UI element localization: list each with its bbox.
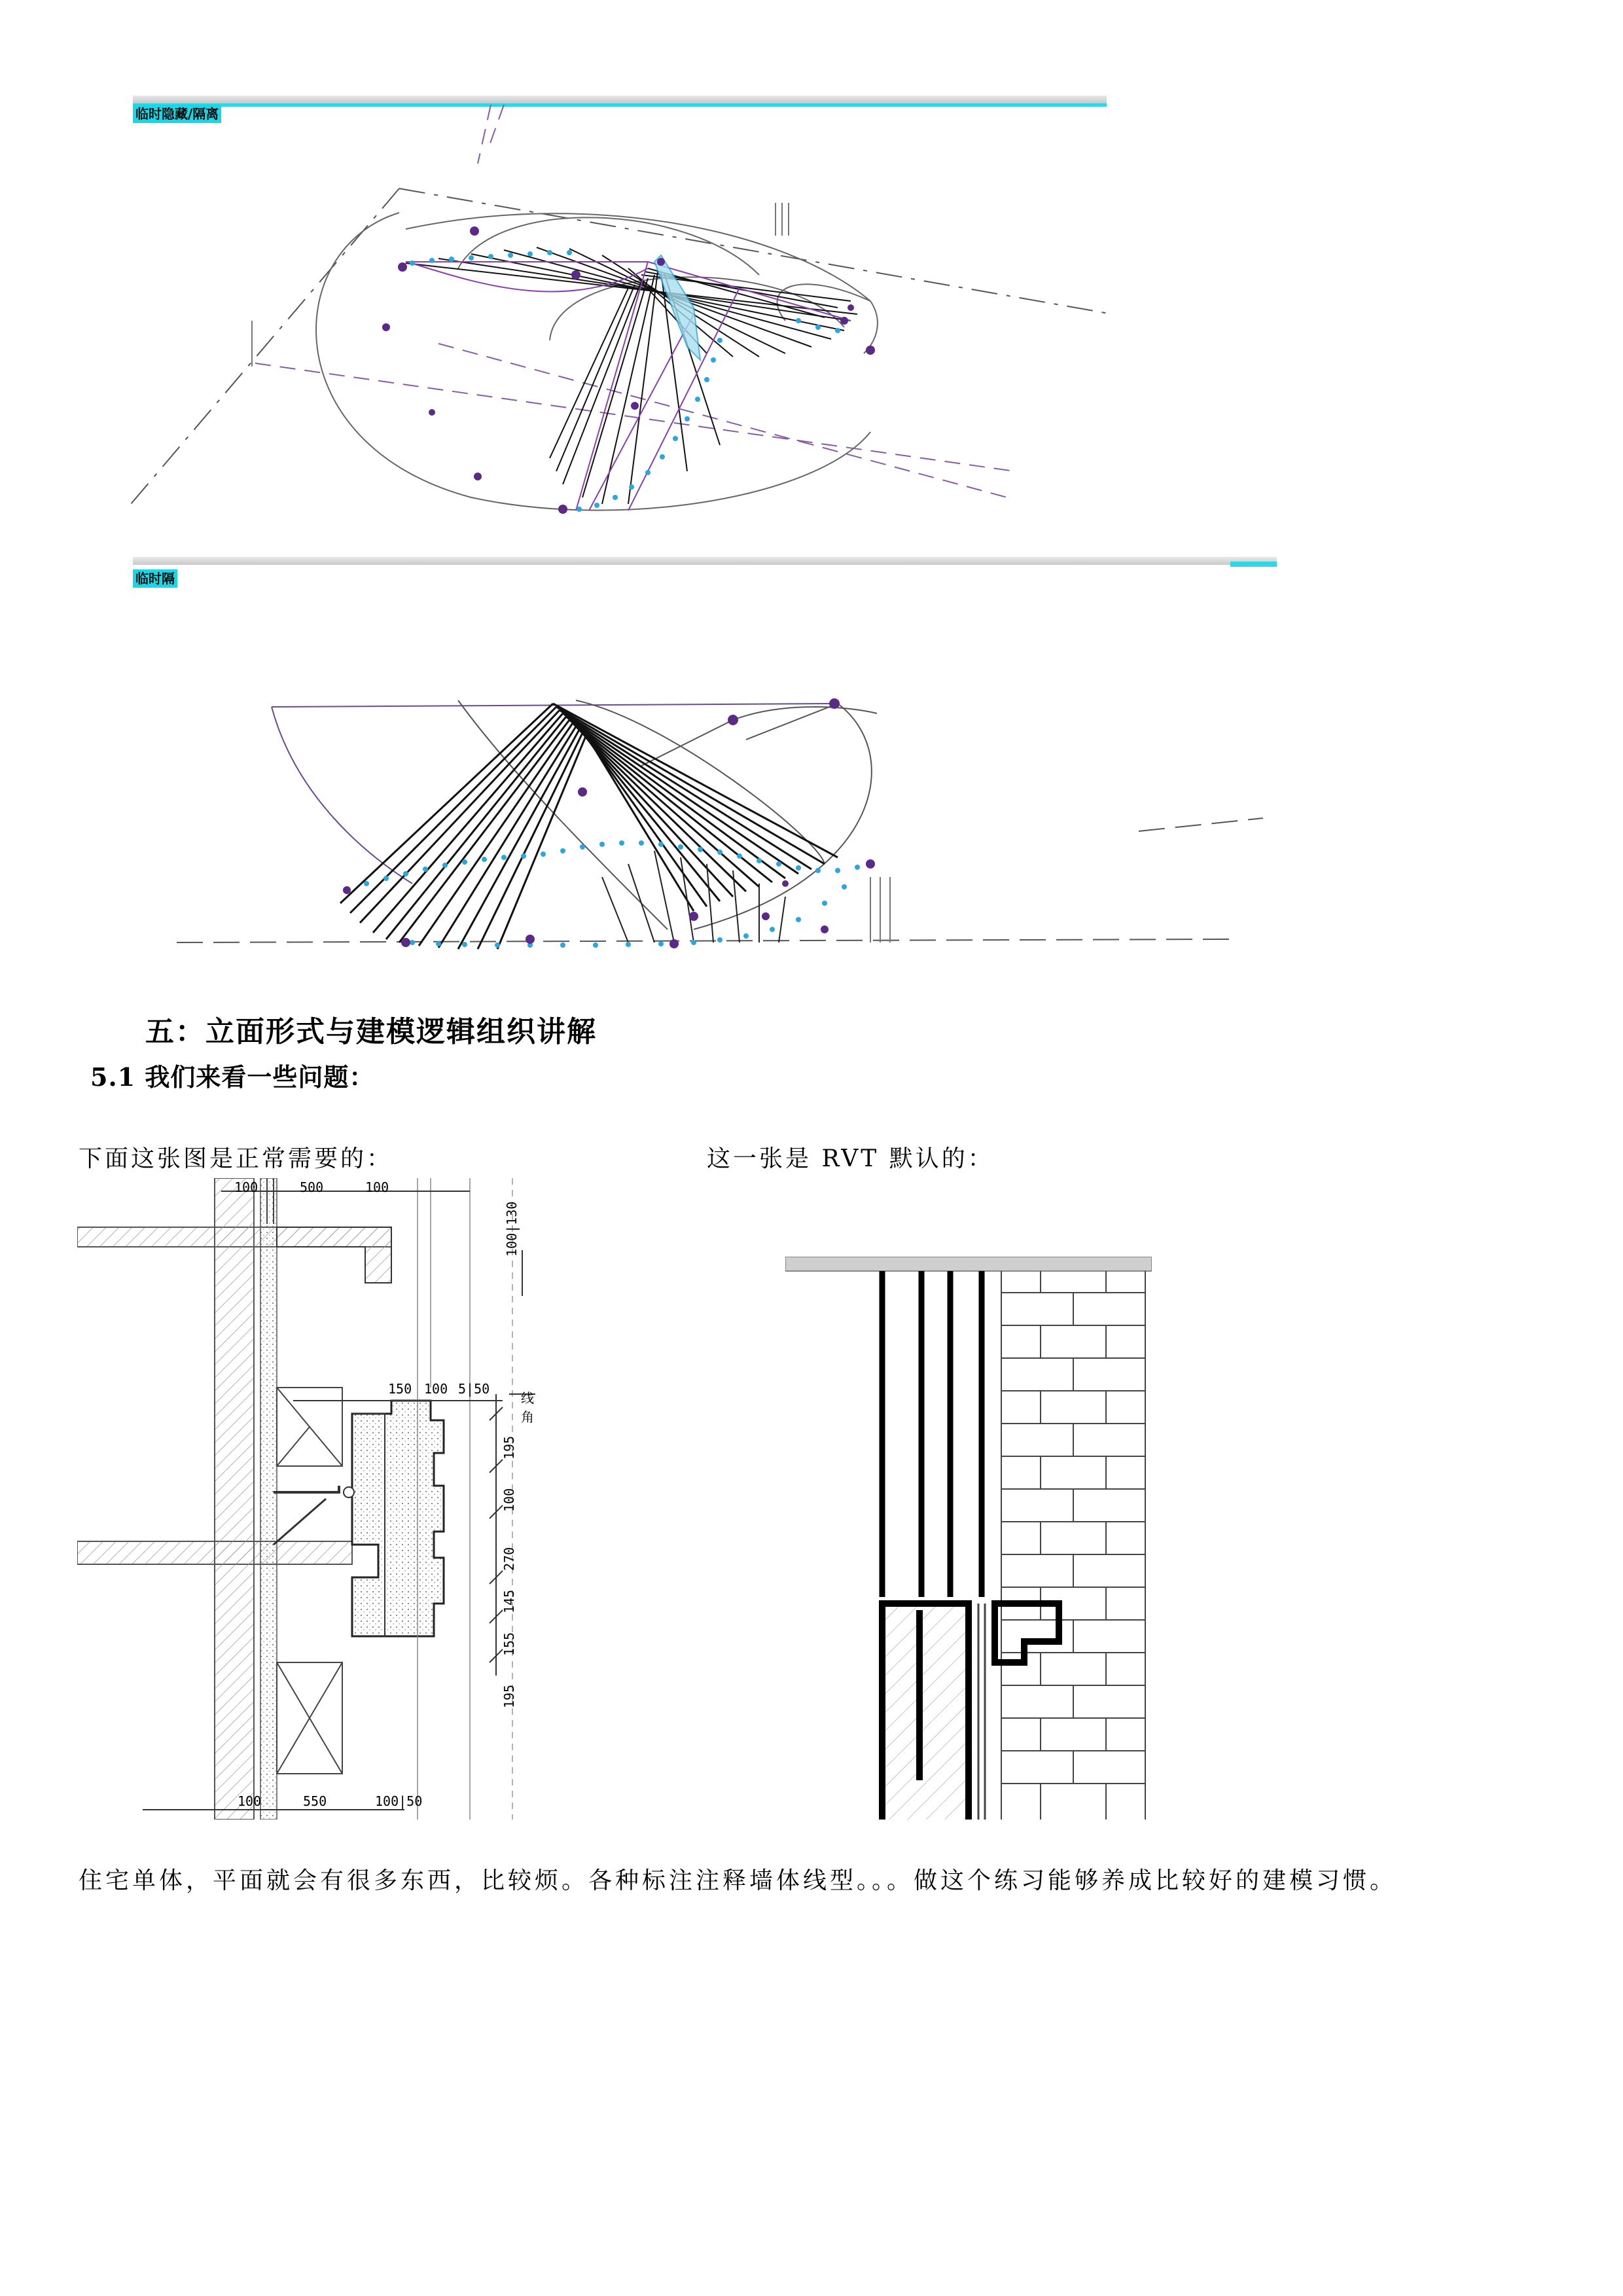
dim-label: 100 — [424, 1381, 448, 1397]
detail-drawing-required — [77, 1178, 542, 1820]
dim-label: 270 — [501, 1547, 517, 1571]
dim-label: 100 — [234, 1179, 259, 1195]
figure1-toolbar — [133, 96, 1107, 103]
figure1-drawing — [131, 105, 1113, 550]
caption-right: 这一张是 RVT 默认的： — [707, 1145, 994, 1172]
figure2-cyan-line — [1230, 562, 1277, 567]
figure2-toolbar — [133, 557, 1277, 565]
dim-label: 500 — [300, 1179, 324, 1195]
dim-label: 145 — [501, 1589, 517, 1613]
section-subheading: 5.1 我们来看一些问题： — [90, 1062, 375, 1092]
dim-label: 100 — [238, 1793, 262, 1809]
dim-label: 100|50 — [375, 1793, 423, 1809]
dim-label: 100|130 — [504, 1201, 520, 1257]
section-heading: 五：立面形式与建模逻辑组织讲解 — [145, 1015, 597, 1049]
dim-label: 5|50 — [458, 1381, 490, 1397]
dim-label: 195 — [501, 1684, 517, 1708]
figure2-drawing — [131, 576, 1283, 969]
caption-left: 下面这张图是正常需要的： — [79, 1145, 393, 1172]
dim-label: 100 — [501, 1488, 517, 1512]
dim-label: 100 — [365, 1179, 389, 1195]
footer-paragraph: 住宅单体，平面就会有很多东西，比较烦。各种标注注释墙体线型。。。做这个练习能够养成比较好的建模习惯。 — [79, 1867, 1397, 1894]
figure1-tag[interactable]: 临时隐藏/隔离 — [133, 105, 221, 123]
dim-label: 195 — [501, 1435, 517, 1460]
dim-label: 155 — [501, 1632, 517, 1656]
detail-drawing-rvt-default — [785, 1257, 1152, 1820]
figure2-tag[interactable]: 临时隔 — [133, 569, 177, 588]
dim-label: 150 — [388, 1381, 412, 1397]
dim-label: 线角 — [521, 1390, 534, 1425]
dim-label: 550 — [303, 1793, 327, 1809]
